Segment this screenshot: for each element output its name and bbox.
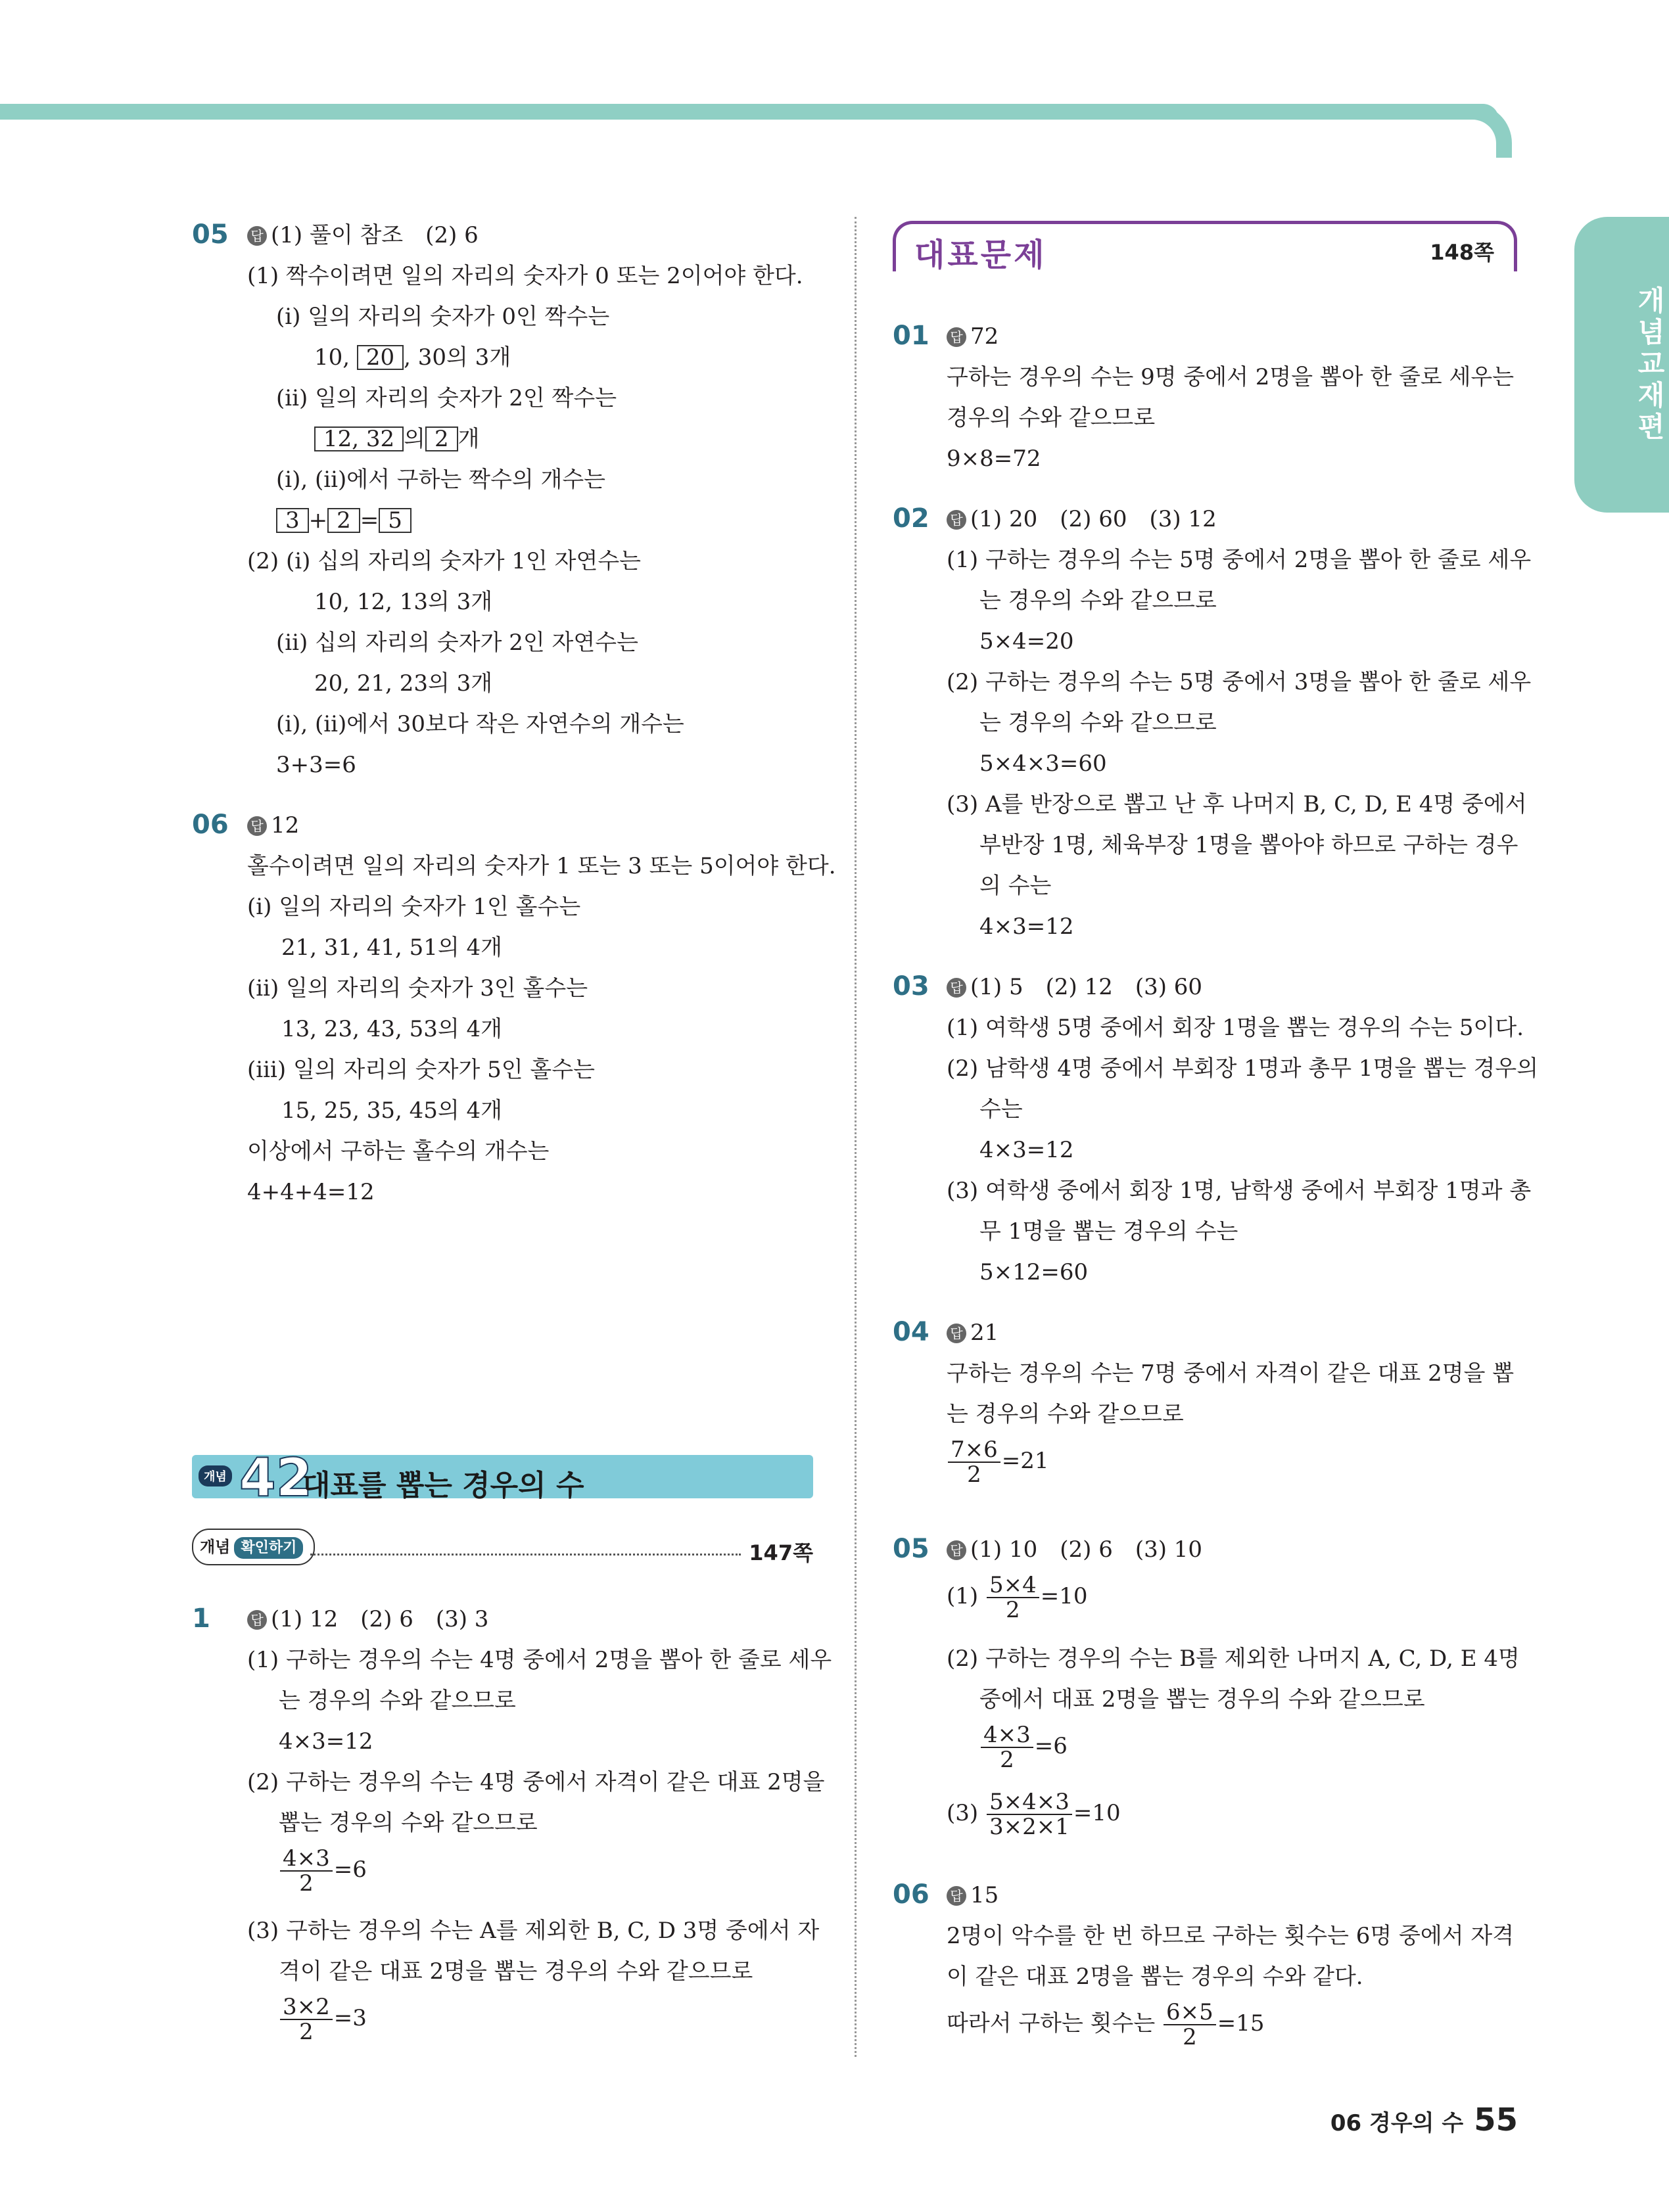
answer-icon: 답 xyxy=(947,510,966,530)
section-subheader xyxy=(192,1529,813,1568)
solution-line: 는 경우의 수와 같으므로 xyxy=(979,588,1217,614)
solution-line: (ⅰ), (ⅱ)에서 구하는 짝수의 개수는 xyxy=(276,467,606,493)
answer-line xyxy=(947,506,1217,532)
representative-problems-header xyxy=(893,221,1517,271)
solution-line: 부반장 1명, 체육부장 1명을 뽑아야 하므로 구하는 경우 xyxy=(979,832,1518,858)
reference-page: 148쪽 xyxy=(1430,240,1494,265)
solution-line: 는 경우의 수와 같으므로 xyxy=(279,1688,516,1714)
answer-text: (1) 풀이 참조 (2) 6 xyxy=(271,222,479,248)
fraction-line: 따라서 구하는 횟수는 $\frac{6\times 5}{2}$ =15 xyxy=(947,1999,1265,2050)
solution-line: 15, 25, 35, 45의 4개 xyxy=(281,1097,503,1124)
problem-number: 05 xyxy=(192,219,229,250)
solution-line: (1) 구하는 경우의 수는 5명 중에서 2명을 뽑아 한 줄로 세우 xyxy=(947,547,1532,573)
solution-line: (2) (ⅰ) 십의 자리의 숫자가 1인 자연수는 xyxy=(247,548,642,574)
solution-line: 2명이 악수를 한 번 하므로 구하는 횟수는 6명 중에서 자격 xyxy=(947,1923,1515,1949)
solution-line: 수는 xyxy=(979,1096,1023,1122)
problem-number: 05 xyxy=(893,1534,929,1564)
solution-line: (1) 구하는 경우의 수는 4명 중에서 2명을 뽑아 한 줄로 세우 xyxy=(247,1647,832,1673)
blank-box: 2 xyxy=(425,426,458,451)
problem-number: 01 xyxy=(893,321,929,351)
answer-text: 12 xyxy=(271,812,300,839)
answer-text: 21 xyxy=(970,1320,999,1346)
answer-text: 15 xyxy=(970,1882,999,1908)
section-badge: 개념 확인하기 xyxy=(192,1529,315,1565)
solution-line: 12, 32 의 2 개 xyxy=(314,426,480,452)
answer-line xyxy=(947,323,999,350)
top-bar-curve xyxy=(1472,104,1512,158)
answer-text: (1) 10 (2) 6 (3) 10 xyxy=(970,1536,1203,1563)
solution-line: 4×3=12 xyxy=(979,1137,1074,1163)
solution-line: 10, 20 , 30의 3개 xyxy=(314,344,511,371)
answer-icon: 답 xyxy=(247,816,267,836)
top-decorative-bar xyxy=(0,104,1499,120)
solution-line: 3+3=6 xyxy=(276,752,356,778)
solution-line: (2) 구하는 경우의 수는 4명 중에서 자격이 같은 대표 2명을 xyxy=(247,1769,825,1795)
solution-line: (ⅱ) 십의 자리의 숫자가 2인 자연수는 xyxy=(276,630,638,656)
answer-line xyxy=(947,1882,999,1908)
solution-line: 5×4=20 xyxy=(979,628,1074,655)
solution-line: 구하는 경우의 수는 9명 중에서 2명을 뽑아 한 줄로 세우는 xyxy=(947,364,1515,390)
solution-line: 홀수이려면 일의 자리의 숫자가 1 또는 3 또는 5이어야 한다. xyxy=(247,853,836,879)
solution-line: (ⅰ) 일의 자리의 숫자가 0인 짝수는 xyxy=(276,304,610,330)
solution-line: (ⅱ) 일의 자리의 숫자가 2인 짝수는 xyxy=(276,385,617,411)
solution-line: (3) 구하는 경우의 수는 A를 제외한 B, C, D 3명 중에서 자 xyxy=(247,1918,820,1944)
solution-line: (2) 구하는 경우의 수는 B를 제외한 나머지 A, C, D, E 4명 xyxy=(947,1646,1520,1672)
solution-line: 의 수는 xyxy=(979,873,1052,899)
concept-number: 42 xyxy=(239,1447,313,1508)
chapter-title: 06 경우의 수 xyxy=(1330,2110,1464,2136)
concept-tag: 개념 xyxy=(199,1465,232,1486)
solution-line: (3) A를 반장으로 뽑고 난 후 나머지 B, C, D, E 4명 중에서 xyxy=(947,791,1527,818)
solution-line: (ⅰ) 일의 자리의 숫자가 1인 홀수는 xyxy=(247,894,581,920)
solution-line: 는 경우의 수와 같으므로 xyxy=(947,1401,1184,1427)
concept-banner xyxy=(192,1447,813,1508)
solution-line: 5×4×3=60 xyxy=(979,750,1107,777)
answer-line xyxy=(947,1320,999,1346)
problem-number: 06 xyxy=(192,810,229,840)
blank-box: 20 xyxy=(357,345,404,370)
answer-text: (1) 12 (2) 6 (3) 3 xyxy=(271,1606,489,1632)
answer-icon: 답 xyxy=(947,327,966,347)
problem-number: 1 xyxy=(192,1603,210,1634)
answer-icon: 답 xyxy=(947,978,966,998)
solution-line: 21, 31, 41, 51의 4개 xyxy=(281,934,503,961)
fraction: $\frac{4\times 3}{2}$ xyxy=(280,1847,333,1895)
page-number: 55 xyxy=(1474,2102,1518,2138)
solution-line: 구하는 경우의 수는 7명 중에서 자격이 같은 대표 2명을 뽑 xyxy=(947,1360,1515,1387)
solution-line: (2) 남학생 4명 중에서 부회장 1명과 총무 1명을 뽑는 경우의 xyxy=(947,1055,1539,1082)
column-divider xyxy=(855,217,857,2057)
dotted-leader xyxy=(310,1554,741,1555)
solution-line: (3) 여학생 중에서 회장 1명, 남학생 중에서 부회장 1명과 총 xyxy=(947,1178,1532,1204)
answer-icon: 답 xyxy=(947,1540,966,1560)
page-footer xyxy=(1330,2102,1518,2138)
answer-line xyxy=(947,1536,1202,1563)
solution-line: (1) 여학생 5명 중에서 회장 1명을 뽑는 경우의 수는 5이다. xyxy=(947,1015,1524,1041)
answer-line xyxy=(247,1606,488,1632)
answer-icon: 답 xyxy=(247,226,267,246)
problem-number: 06 xyxy=(893,1879,929,1910)
problem-number: 02 xyxy=(893,503,929,534)
fraction-line: $\frac{3\times 2}{2}$ =3 xyxy=(279,1995,367,2044)
fraction-line: $\frac{4\times 3}{2}$ =6 xyxy=(979,1723,1068,1772)
problem-number: 04 xyxy=(893,1317,929,1347)
fraction: $\frac{7\times 6}{2}$ xyxy=(948,1438,1000,1486)
answer-icon: 답 xyxy=(947,1324,966,1343)
section-title: 대표문제 xyxy=(914,237,1047,273)
solution-line: 5×12=60 xyxy=(979,1259,1089,1285)
solution-line: (ⅲ) 일의 자리의 숫자가 5인 홀수는 xyxy=(247,1057,595,1083)
answer-line xyxy=(247,222,479,248)
solution-line: 4+4+4=12 xyxy=(247,1179,375,1205)
answer-text: 72 xyxy=(970,323,999,350)
answer-icon: 답 xyxy=(947,1886,966,1906)
blank-box: 2 xyxy=(327,508,360,533)
fraction: $\frac{4\times 3}{2}$ xyxy=(981,1723,1033,1772)
blank-box: 5 xyxy=(379,508,411,533)
solution-line: 4×3=12 xyxy=(279,1728,373,1755)
blank-box: 12, 32 xyxy=(314,426,404,451)
solution-line: 20, 21, 23의 3개 xyxy=(314,670,493,697)
answer-line xyxy=(947,974,1202,1000)
answer-icon: 답 xyxy=(247,1610,267,1630)
solution-line: 3 + 2 = 5 xyxy=(276,507,411,534)
solution-line: 는 경우의 수와 같으므로 xyxy=(979,710,1217,736)
side-tab xyxy=(1574,217,1669,513)
problem-number: 03 xyxy=(893,971,929,1002)
solution-line: 무 1명을 뽑는 경우의 수는 xyxy=(979,1218,1238,1245)
fraction: $\frac{3\times 2}{2}$ xyxy=(280,1995,333,2044)
side-tab-label: 개념교재편 xyxy=(1634,286,1666,444)
solution-line: 경우의 수와 같으므로 xyxy=(947,405,1156,431)
fraction: $\frac{5\times 4\times 3}{3\times 2\times 1}$ xyxy=(987,1790,1072,1839)
answer-text: (1) 5 (2) 12 (3) 60 xyxy=(970,974,1203,1000)
solution-line: 중에서 대표 2명을 뽑는 경우의 수와 같으므로 xyxy=(979,1686,1425,1713)
solution-line: 이상에서 구하는 홀수의 개수는 xyxy=(247,1138,550,1164)
solution-line: 9×8=72 xyxy=(947,446,1041,472)
fraction: $\frac{6\times 5}{2}$ xyxy=(1164,2000,1216,2049)
blank-box: 3 xyxy=(276,508,309,533)
fraction-line: $\frac{7\times 6}{2}$ =21 xyxy=(947,1438,1049,1486)
fraction-line: (1) $\frac{5\times 4}{2}$ =10 xyxy=(947,1572,1088,1623)
solution-line: 13, 23, 43, 53의 4개 xyxy=(281,1016,503,1042)
solution-line: 격이 같은 대표 2명을 뽑는 경우의 수와 같으므로 xyxy=(279,1958,753,1985)
solution-line: 이 같은 대표 2명을 뽑는 경우의 수와 같다. xyxy=(947,1964,1363,1990)
solution-line: (1) 짝수이려면 일의 자리의 숫자가 0 또는 2이어야 한다. xyxy=(247,263,803,289)
fraction: $\frac{5\times 4}{2}$ xyxy=(987,1573,1039,1622)
reference-page: 147쪽 xyxy=(749,1540,813,1565)
solution-line: 뽑는 경우의 수와 같으므로 xyxy=(279,1810,538,1836)
solution-line: 10, 12, 13의 3개 xyxy=(314,589,493,615)
solution-line: (ⅰ), (ⅱ)에서 30보다 작은 자연수의 개수는 xyxy=(276,711,684,737)
answer-text: (1) 20 (2) 60 (3) 12 xyxy=(970,506,1217,532)
answer-line xyxy=(247,812,299,839)
concept-title: 대표를 뽑는 경우의 수 xyxy=(302,1469,584,1502)
solution-line: 4×3=12 xyxy=(979,913,1074,940)
solution-line: (ⅱ) 일의 자리의 숫자가 3인 홀수는 xyxy=(247,975,588,1002)
fraction-line: (3) $\frac{5\times 4\times 3}{3\times 2\times 1}$ =10 xyxy=(947,1789,1121,1840)
fraction-line: $\frac{4\times 3}{2}$ =6 xyxy=(279,1847,367,1895)
solution-line: (2) 구하는 경우의 수는 5명 중에서 3명을 뽑아 한 줄로 세우 xyxy=(947,669,1532,695)
